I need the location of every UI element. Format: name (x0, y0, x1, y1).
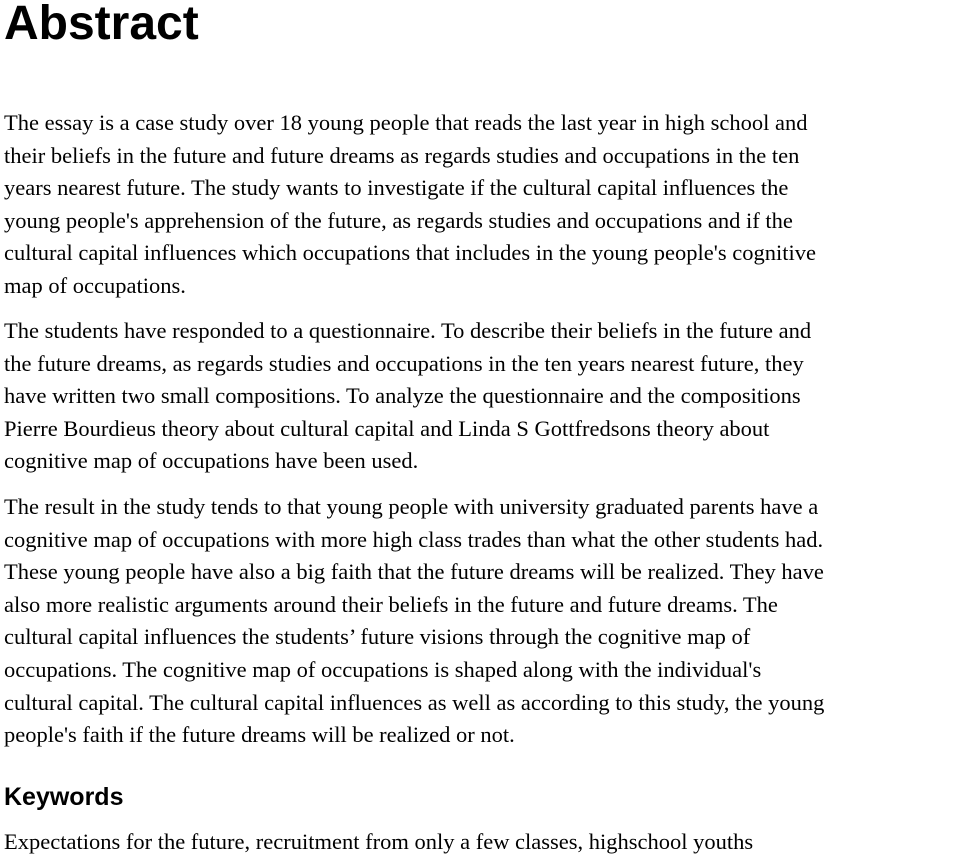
paragraph-line: people's faith if the future dreams will be realized or not. (4, 722, 515, 748)
paragraph-line: cultural capital influences the students’ future visions through the cognitive map of (4, 624, 751, 650)
keywords-text: Expectations for the future, recruitment from only a few classes, highschool youths (4, 829, 754, 854)
paragraph-line: years nearest future. The study wants to investigate if the cultural capital influences the (4, 175, 789, 201)
abstract-paragraph-2 (4, 315, 960, 478)
paragraph-line: young people's apprehension of the future, as regards studies and occupations and if the (4, 207, 793, 233)
keywords-heading: Keywords (4, 783, 124, 811)
paragraph-line: their beliefs in the future and future dreams as regards studies and occupations in the ten (4, 142, 800, 168)
paragraph-line: The result in the study tends to that young people with university graduated parents have a (4, 494, 819, 519)
paragraph-line: the future dreams, as regards studies and occupations in the ten years nearest future, they (4, 350, 804, 376)
paragraph-line: cultural capital influences which occupations that includes in the young people's cognitive (4, 240, 816, 266)
page-title: Abstract (4, 0, 199, 50)
paragraph-line: These young people have also a big faith that the future dreams will be realized. They have (4, 559, 824, 585)
abstract-paragraph-3 (4, 491, 960, 752)
paragraph-line: The essay is a case study over 18 young people that reads the last year in high school and (4, 110, 808, 135)
paragraph-line: also more realistic arguments around their beliefs in the future and future dreams. The (4, 591, 778, 617)
paragraph-line: cognitive map of occupations with more high class trades than what the other students had. (4, 526, 824, 552)
paragraph-line: occupations. The cognitive map of occupations is shaped along with the individual's (4, 656, 762, 682)
paragraph-line: have written two small compositions. To analyze the questionnaire and the compositions (4, 383, 801, 409)
paragraph-line: map of occupations. (4, 272, 186, 298)
abstract-paragraph-1 (4, 107, 960, 303)
paragraph-line: Pierre Bourdieus theory about cultural capital and Linda S Gottfredsons theory about (4, 415, 770, 441)
paragraph-line: cultural capital. The cultural capital influences as well as according to this study, the young (4, 689, 825, 715)
paragraph-line: The students have responded to a questionnaire. To describe their beliefs in the future and (4, 318, 812, 343)
paragraph-line: cognitive map of occupations have been used. (4, 448, 419, 474)
